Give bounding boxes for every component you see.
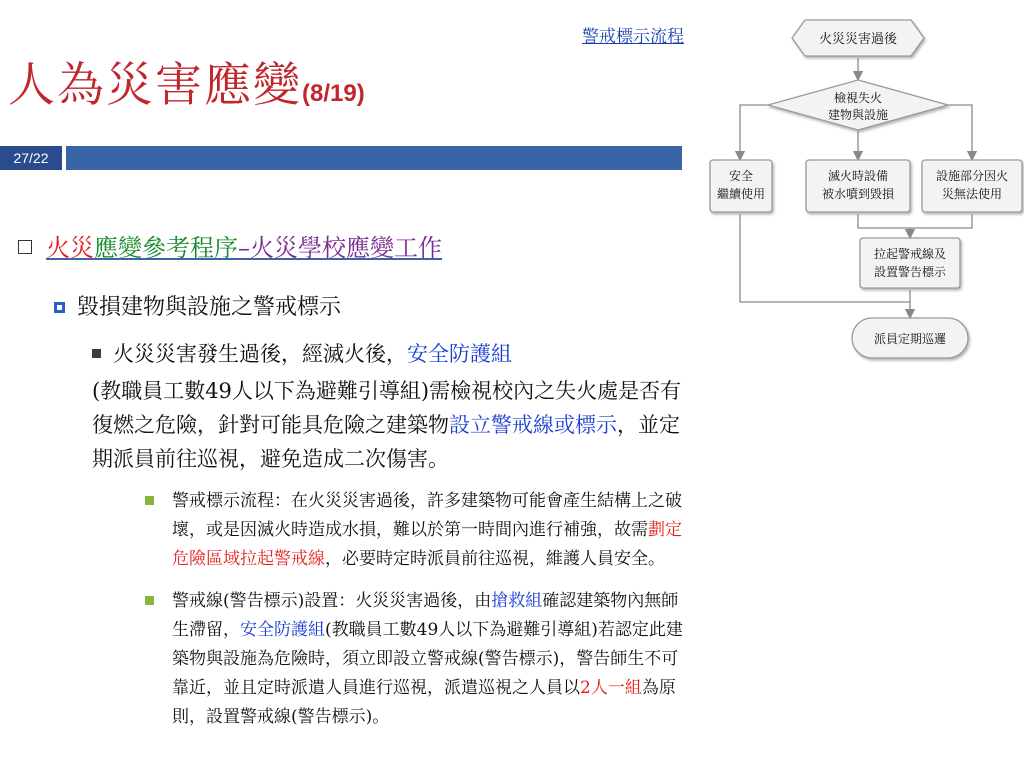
flow-cordon-line2: 設置警告標示 — [873, 265, 947, 279]
green-square-bullet-icon — [145, 496, 154, 505]
flow-water-damage-node — [806, 160, 910, 212]
title-bar — [66, 146, 682, 170]
fire-warning-flowchart — [680, 0, 1009, 370]
flow-water-damage-line1: 滅火時設備 — [827, 169, 889, 183]
flow-end-text: 派員定期巡邏 — [873, 332, 947, 346]
item-highlight: 安全防護組 — [407, 342, 512, 366]
flow-unusable-line2: 災無法使用 — [941, 187, 1003, 201]
subheading — [54, 290, 341, 321]
flow-safe-node — [710, 160, 772, 212]
page-number-badge: 27/22 — [0, 146, 62, 170]
flow-cordon-node — [860, 238, 960, 288]
slide-title-sub: (8/19) — [302, 80, 365, 107]
para-line-3: 期派員前往巡視，避免造成二次傷害。 — [92, 447, 449, 471]
slide-title-main: 人為災害應變 — [8, 58, 302, 113]
blue-square-bullet-icon — [54, 302, 65, 313]
flow-unusable-node — [922, 160, 1022, 212]
flow-water-damage-line2: 被水噴到毀損 — [821, 187, 895, 201]
bullet-cordon-setup: 警戒線(警告標示)設置：火災災害過後，由搶救組確認建築物內無師 生滯留，安全防護組(教職員工數49人以下為避難引導組)若認定此建 築物與設施為危險時，須立即設立警戒線(警告標示)，警告師生不可 靠近，並且定時派遣人員進行巡視，派遣巡視之人員以2人一組為原 則，設置警戒線(警告標示)。 — [145, 587, 945, 732]
flow-safe-line1: 安全 — [728, 169, 754, 183]
flow-unusable-line1: 設施部分因火 — [935, 169, 1009, 183]
flow-decision-node — [768, 80, 948, 130]
item-line — [92, 338, 512, 368]
green-square-bullet-icon — [145, 596, 154, 605]
bullet-flow-description: 警戒標示流程：在火災災害過後，許多建築物可能會產生結構上之破 壞，或是因滅火時造成水損，難以於第一時間內進行補強，故需劃定 危險區域拉起警戒線，必要時定時派員前往巡視，維護人員安全。 — [145, 487, 945, 574]
para-line-1: (教職員工數49人以下為避難引導組)需檢視校內之失火處是否有 — [92, 379, 682, 403]
heading-part-school: –火災學校應變工作 — [238, 234, 442, 262]
black-square-bullet-icon — [92, 349, 101, 358]
heading-part-procedure: 應變參考程序 — [94, 234, 238, 262]
section-heading — [18, 228, 442, 263]
item-text: 火災災害發生過後，經滅火後， — [113, 342, 407, 366]
flow-decision-line2: 建物與設施 — [827, 108, 889, 122]
heading-part-fire: 火災 — [46, 234, 94, 262]
hollow-square-bullet-icon — [18, 240, 32, 254]
flow-safe-line2: 繼續使用 — [716, 187, 766, 201]
flow-start-text: 火災災害過後 — [818, 32, 898, 47]
slide-title — [8, 48, 365, 115]
flow-link[interactable]: 警戒標示流程 — [582, 27, 684, 47]
para-highlight: 設立警戒線或標示 — [449, 413, 617, 437]
flow-cordon-line1: 拉起警戒線及 — [873, 247, 947, 261]
flow-decision-line1: 檢視失火 — [833, 91, 883, 105]
para-line-2: 復燃之危險，針對可能具危險之建築物設立警戒線或標示，並定 — [92, 413, 680, 437]
subheading-text: 毀損建物與設施之警戒標示 — [77, 295, 342, 320]
main-paragraph — [92, 374, 942, 476]
